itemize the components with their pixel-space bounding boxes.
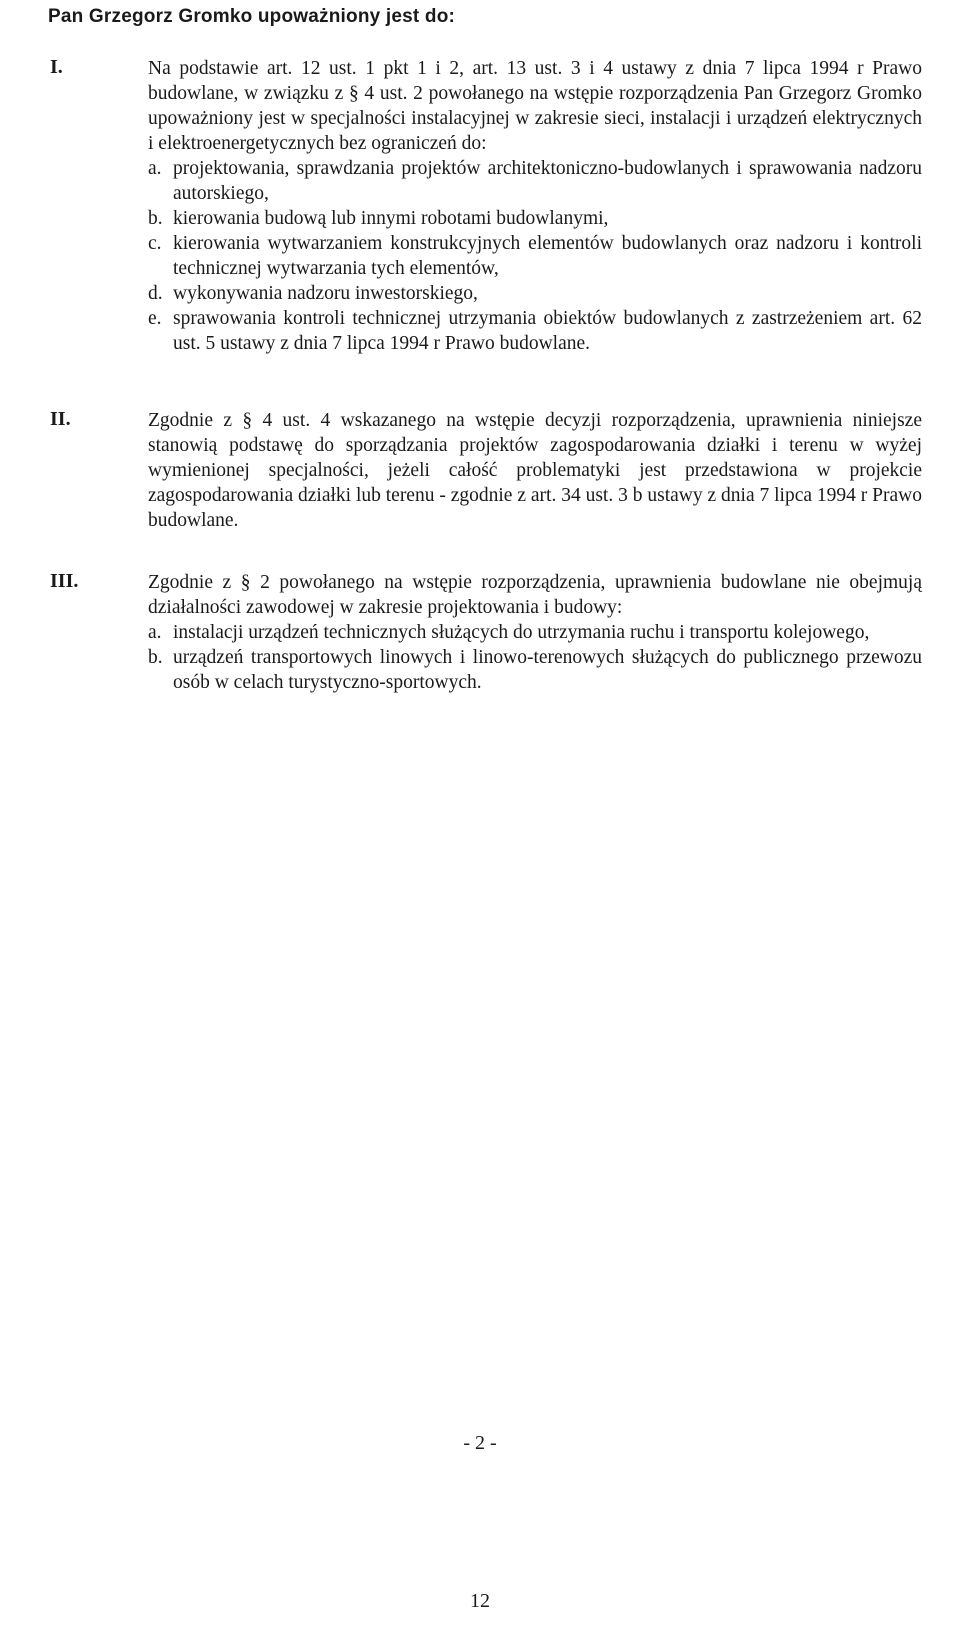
item-list: [148, 156, 922, 356]
section-number: III.: [50, 570, 79, 592]
page-marker: - 2 -: [463, 1432, 497, 1454]
item-label: b.: [148, 647, 163, 668]
section-number: II.: [50, 408, 71, 430]
item-text: kierowania budową lub innymi robotami budowlanymi,: [173, 208, 609, 229]
section-intro: Na podstawie art. 12 ust. 1 pkt 1 i 2, art. 13 ust. 3 i 4 ustawy z dnia 7 lipca 1994 r Prawo budowlane, w związku z § 4 ust. 2 powołanego na wstępie rozporządzenia Pan Grzegorz Gromko upoważniony jest w specjalności instalacyjnej w zakresie sieci, instalacji i urządzeń elektrycznych i elektroenergetycznych bez ograniczeń do:: [148, 58, 922, 154]
list-item: [148, 231, 922, 281]
section-intro: Zgodnie z § 4 ust. 4 wskazanego na wstępie decyzji rozporządzenia, uprawnienia niniejsze stanowią podstawę do sporządzania projektów zagospodarowania działki i terenu w wyżej wymienionej specjalności, jeżeli całość problematyki jest przedstawiona w projekcie zagospodarowania działki lub terenu - zgodnie z art. 34 ust. 3 b ustawy z dnia 7 lipca 1994 r Prawo budowlane.: [148, 410, 922, 531]
section-intro: Zgodnie z § 2 powołanego na wstępie rozporządzenia, uprawnienia budowlane nie obejmują działalności zawodowej w zakresie projektowania i budowy:: [148, 572, 922, 618]
list-item: [148, 156, 922, 206]
item-text: sprawowania kontroli technicznej utrzymania obiektów budowlanych z zastrzeżeniem art. 62 ust. 5 ustawy z dnia 7 lipca 1994 r Prawo budowlane.: [173, 308, 922, 354]
item-label: a.: [148, 158, 162, 179]
list-item: [148, 620, 922, 645]
section-3: [50, 570, 922, 695]
list-item: [148, 306, 922, 356]
list-item: [148, 206, 922, 231]
page-number: 12: [470, 1590, 490, 1612]
section-1: [50, 56, 922, 356]
section-2: [50, 408, 922, 533]
item-label: d.: [148, 283, 163, 304]
section-number: I.: [50, 56, 63, 78]
item-label: e.: [148, 308, 162, 329]
list-item: [148, 645, 922, 695]
item-text: wykonywania nadzoru inwestorskiego,: [173, 283, 478, 304]
item-text: projektowania, sprawdzania projektów architektoniczno-budowlanych i sprawowania nadzoru autorskiego,: [173, 158, 922, 204]
item-list: [148, 620, 922, 695]
item-text: instalacji urządzeń technicznych służących do utrzymania ruchu i transportu kolejowego,: [173, 622, 870, 643]
item-text: kierowania wytwarzaniem konstrukcyjnych elementów budowlanych oraz nadzoru i kontroli technicznej wytwarzania tych elementów,: [173, 233, 922, 279]
item-label: a.: [148, 622, 162, 643]
item-text: urządzeń transportowych linowych i linowo-terenowych służących do publicznego przewozu osób w celach turystyczno-sportowych.: [173, 647, 922, 693]
item-label: b.: [148, 208, 163, 229]
document-heading: Pan Grzegorz Gromko upoważniony jest do:: [48, 6, 456, 27]
list-item: [148, 281, 922, 306]
item-label: c.: [148, 233, 162, 254]
